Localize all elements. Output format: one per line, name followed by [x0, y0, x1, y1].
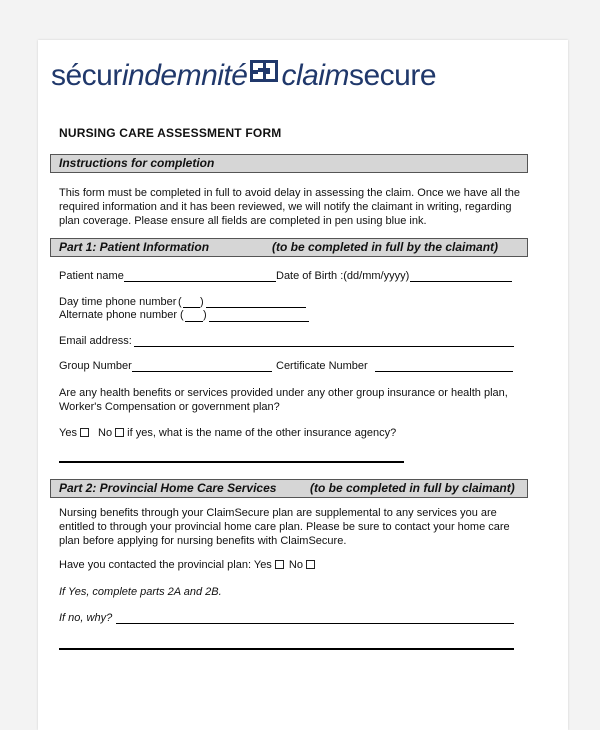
yes-checkbox[interactable] — [80, 428, 89, 437]
email-label: Email address: — [59, 335, 132, 347]
part2-line: Nursing benefits through your ClaimSecure plan are supplemental to any services you are — [59, 507, 497, 519]
other-insurance-question — [59, 386, 529, 414]
part2-line: plan before applying for nursing benefits with ClaimSecure. — [59, 535, 347, 547]
part2-header — [50, 479, 528, 498]
part2-heading: Part 2: Provincial Home Care Services — [59, 481, 277, 495]
part1-heading: Part 1: Patient Information — [59, 240, 210, 254]
certificate-number-field[interactable] — [375, 371, 513, 372]
part2-text — [59, 506, 529, 548]
instructions-line: This form must be completed in full to avoid delay in assessing the claim. Once we have all the — [59, 187, 521, 199]
alt-phone-field[interactable] — [209, 321, 309, 322]
if-yes-label: if yes, what is the name of the other insurance agency? — [127, 427, 397, 439]
no-label: No — [98, 427, 113, 439]
logo — [51, 56, 436, 96]
logo-part-4: secure — [348, 59, 436, 92]
part2-line: entitled to through your provincial home care plan. Please be sure to contact your home care — [59, 521, 510, 533]
instructions-line: plan coverage. Please ensure all fields are completed in pen using blue ink. — [59, 215, 427, 227]
if-yes-complete-note: If Yes, complete parts 2A and 2B. — [59, 586, 222, 598]
dob-label: Date of Birth :(dd/mm/yyyy) — [276, 270, 410, 282]
day-phone-area-close: ) — [200, 296, 204, 308]
group-number-label: Group Number — [59, 360, 132, 372]
no-checkbox[interactable] — [115, 428, 124, 437]
certificate-number-label: Certificate Number — [276, 360, 368, 372]
logo-mark-icon — [249, 57, 279, 95]
alt-phone-area-close: ) — [203, 309, 207, 321]
instructions-header — [50, 154, 528, 173]
instructions-heading: Instructions for completion — [59, 156, 215, 170]
contacted-no-checkbox[interactable] — [306, 560, 315, 569]
contacted-label: Have you contacted the provincial plan: Yes — [59, 559, 272, 571]
other-insurance-agency-field[interactable] — [59, 461, 404, 463]
day-phone-field[interactable] — [206, 307, 306, 308]
question-line: Are any health benefits or services provided under any other group insurance or health plan, — [59, 387, 508, 399]
alt-phone-area-open: ( — [180, 309, 184, 321]
if-no-why-field[interactable] — [116, 623, 514, 624]
day-phone-area-field[interactable] — [183, 307, 200, 308]
logo-part-1: sécur — [51, 59, 122, 92]
instructions-line: required information and it has been reviewed, we will notify the claimant in writing, regarding — [59, 201, 512, 213]
dob-field[interactable] — [410, 281, 512, 282]
question-line: Worker's Compensation or government plan? — [59, 401, 280, 413]
day-phone-label: Day time phone number — [59, 296, 177, 308]
group-number-field[interactable] — [132, 371, 272, 372]
other-insurance-options — [59, 427, 396, 439]
yes-label: Yes — [59, 427, 77, 439]
part2-note: (to be completed in full by claimant) — [310, 481, 515, 495]
contacted-no-label: No — [288, 559, 303, 571]
if-no-why-field-2[interactable] — [59, 648, 514, 650]
part1-header — [50, 238, 528, 257]
logo-part-2: indemnité — [121, 59, 248, 92]
patient-name-field[interactable] — [124, 281, 276, 282]
logo-part-3: claim — [281, 59, 349, 92]
day-phone-area-open: ( — [178, 296, 182, 308]
contacted-yes-checkbox[interactable] — [275, 560, 284, 569]
form-page — [38, 40, 568, 730]
provincial-contact-question — [59, 559, 315, 571]
alt-phone-area-field[interactable] — [185, 321, 203, 322]
email-field[interactable] — [134, 346, 514, 347]
if-no-why-label: If no, why? — [59, 612, 113, 624]
instructions-text — [59, 186, 529, 228]
form-title: NURSING CARE ASSESSMENT FORM — [59, 126, 282, 140]
alt-phone-label: Alternate phone number — [59, 309, 178, 321]
patient-name-label: Patient name — [59, 270, 124, 282]
part1-note: (to be completed in full by the claimant) — [272, 240, 499, 254]
